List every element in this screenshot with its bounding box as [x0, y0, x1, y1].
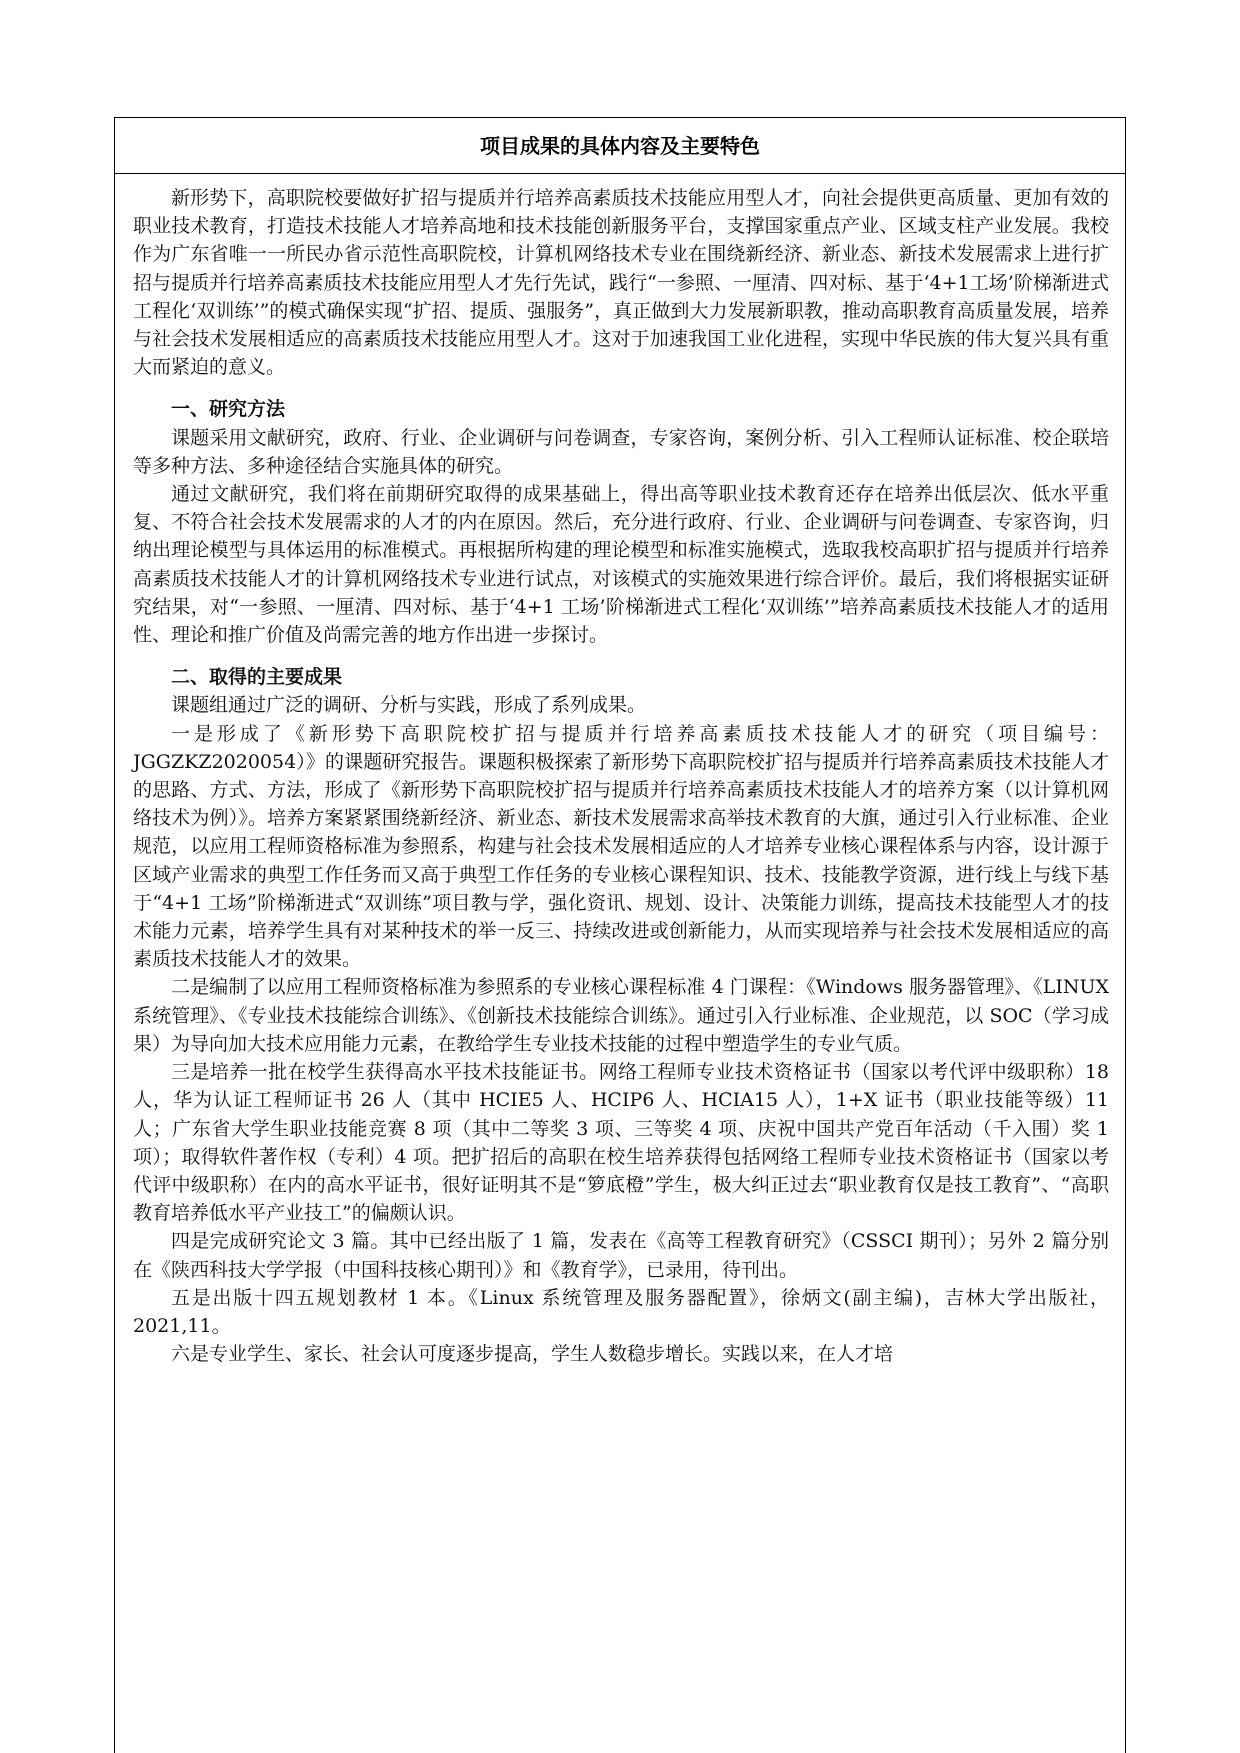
results-paragraph-2: 一是形成了《新形势下高职院校扩招与提质并行培养高素质技术技能人才的研究（项目编号：JGGZKZ2020054）》的课题研究报告。课题积极探索了新形势下高职院校扩招与提质并行培养高素质技术技能人才的思路、方式、方法，形成了《新形势下高职院校扩招与提质并行培养高素质技术技能人才的培养方案（以计算机网络技术为例）》。培养方案紧紧围绕新经济、新业态、新技术发展需求高举技术教育的大旗，通过引入行业标准、企业规范，以应用工程师资格标准为参照系，构建与社会技术发展相适应的人才培养专业核心课程体系与内容，设计源于区域产业需求的典型工作任务而又高于典型工作任务的专业核心课程知识、技术、技能教学资源，进行线上与线下基于“4+1 工场”阶梯渐进式“双训练”项目教与学，强化资讯、规划、设计、决策能力训练，提高技术技能型人才的技术能力元素，培养学生具有对某种技术的举一反三、持续改进或创新能力，从而实现培养与社会技术发展相适应的高素质技术技能人才的效果。 [133, 722, 1109, 971]
results-paragraph-3: 二是编制了以应用工程师资格标准为参照系的专业核心课程标准 4 门课程：《Windows 服务器管理》、《LINUX 系统管理》、《专业技术技能综合训练》、《创新技术技能综合训练》。通过引入行业标准、企业规范，以 SOC（学习成果）为导向加大技术应用能力元素，在教给学生专业技术技能的过程中塑造学生的专业气质。 [133, 976, 1109, 1055]
results-paragraph-1: 课题组通过广泛的调研、分析与实践，形成了系列成果。 [171, 694, 647, 717]
intro-paragraph: 新形势下，高职院校要做好扩招与提质并行培养高素质技术技能应用型人才，向社会提供更高质量、更加有效的职业技术教育，打造技术技能人才培养高地和技术技能创新服务平台，支撑国家重点产业、区域支柱产业发展。我校作为广东省唯一一所民办省示范性高职院校，计算机网络技术专业在围绕新经济、新业态、新技术发展需求上进行扩招与提质并行培养高素质技术技能应用型人才先行先试，践行“一参照、一厘清、四对标、基于‘4+1工场’阶梯渐进式工程化‘双训练’”的模式确保实现“扩招、提质、强服务”，真正做到大力发展新职教，推动高职教育高质量发展，培养与社会技术发展相适应的高素质技术技能应用型人才。这对于加速我国工业化进程，实现中华民族的伟大复兴具有重大而紧迫的意义。 [133, 187, 1109, 379]
methods-paragraph-2: 通过文献研究，我们将在前期研究取得的成果基础上，得出高等职业技术教育还存在培养出低层次、低水平重复、不符合社会技术发展需求的人才的内在原因。然后，充分进行政府、行业、企业调研与问卷调查、专家咨询，归纳出理论模型与具体运用的标准模式。再根据所构建的理论模型和标准实施模式，选取我校高职扩招与提质并行培养高素质技术技能人才的计算机网络技术专业进行试点，对该模式的实施效果进行综合评价。最后，我们将根据实证研究结果，对“一参照、一厘清、四对标、基于‘4+1 工场’阶梯渐进式工程化‘双训练’”培养高素质技术技能人才的适用性、理论和推广价值及尚需完善的地方作出进一步探讨。 [133, 483, 1109, 647]
spacer [133, 381, 1109, 395]
section-heading-results: 二、取得的主要成果 [171, 666, 343, 689]
table-content [133, 184, 1109, 1368]
section-heading-methods: 一、研究方法 [171, 398, 286, 421]
spacer [133, 649, 1109, 663]
results-paragraph-6: 五是出版十四五规划教材 1 本。《Linux 系统管理及服务器配置》，徐炳文(副主编)，吉林大学出版社，2021,11。 [133, 1286, 1109, 1337]
results-paragraph-7: 六是专业学生、家长、社会认可度逐步提高，学生人数稳步增长。实践以来，在人才培 [171, 1343, 894, 1366]
results-paragraph-5: 四是完成研究论文 3 篇。其中已经出版了 1 篇，发表在《高等工程教育研究》（CSSCI 期刊）；另外 2 篇分别在《陕西科技大学学报（中国科技核心期刊）》和《教育学》，已录用，待刊出。 [133, 1230, 1109, 1281]
table-title: 项目成果的具体内容及主要特色 [115, 118, 1125, 174]
results-paragraph-4: 三是培养一批在校学生获得高水平技术技能证书。网络工程师专业技术资格证书（国家以考代评中级职称）18 人，华为认证工程师证书 26 人（其中 HCIE5 人、HCIP6 人、HCIA15 人），1+X 证书（职业技能等级）11 人；广东省大学生职业技能竞赛 8 项（其中二等奖 3 项、三等奖 4 项、庆祝中国共产党百年活动（千入围）奖 1 项）；取得软件著作权（专利）4 项。把扩招后的高职在校生培养获得包括网络工程师专业技术资格证书（国家以考代评中级职称）在内的高水平证书，很好证明其不是“箩底橙”学生，极大纠正过去“职业教育仅是技工教育”、“高职教育培养低水平产业技工”的偏颇认识。 [133, 1061, 1109, 1225]
methods-paragraph-1: 课题采用文献研究，政府、行业、企业调研与问卷调查，专家咨询，案例分析、引入工程师认证标准、校企联培等多种方法、多种途径结合实施具体的研究。 [133, 426, 1109, 477]
table-frame [114, 117, 1126, 1753]
